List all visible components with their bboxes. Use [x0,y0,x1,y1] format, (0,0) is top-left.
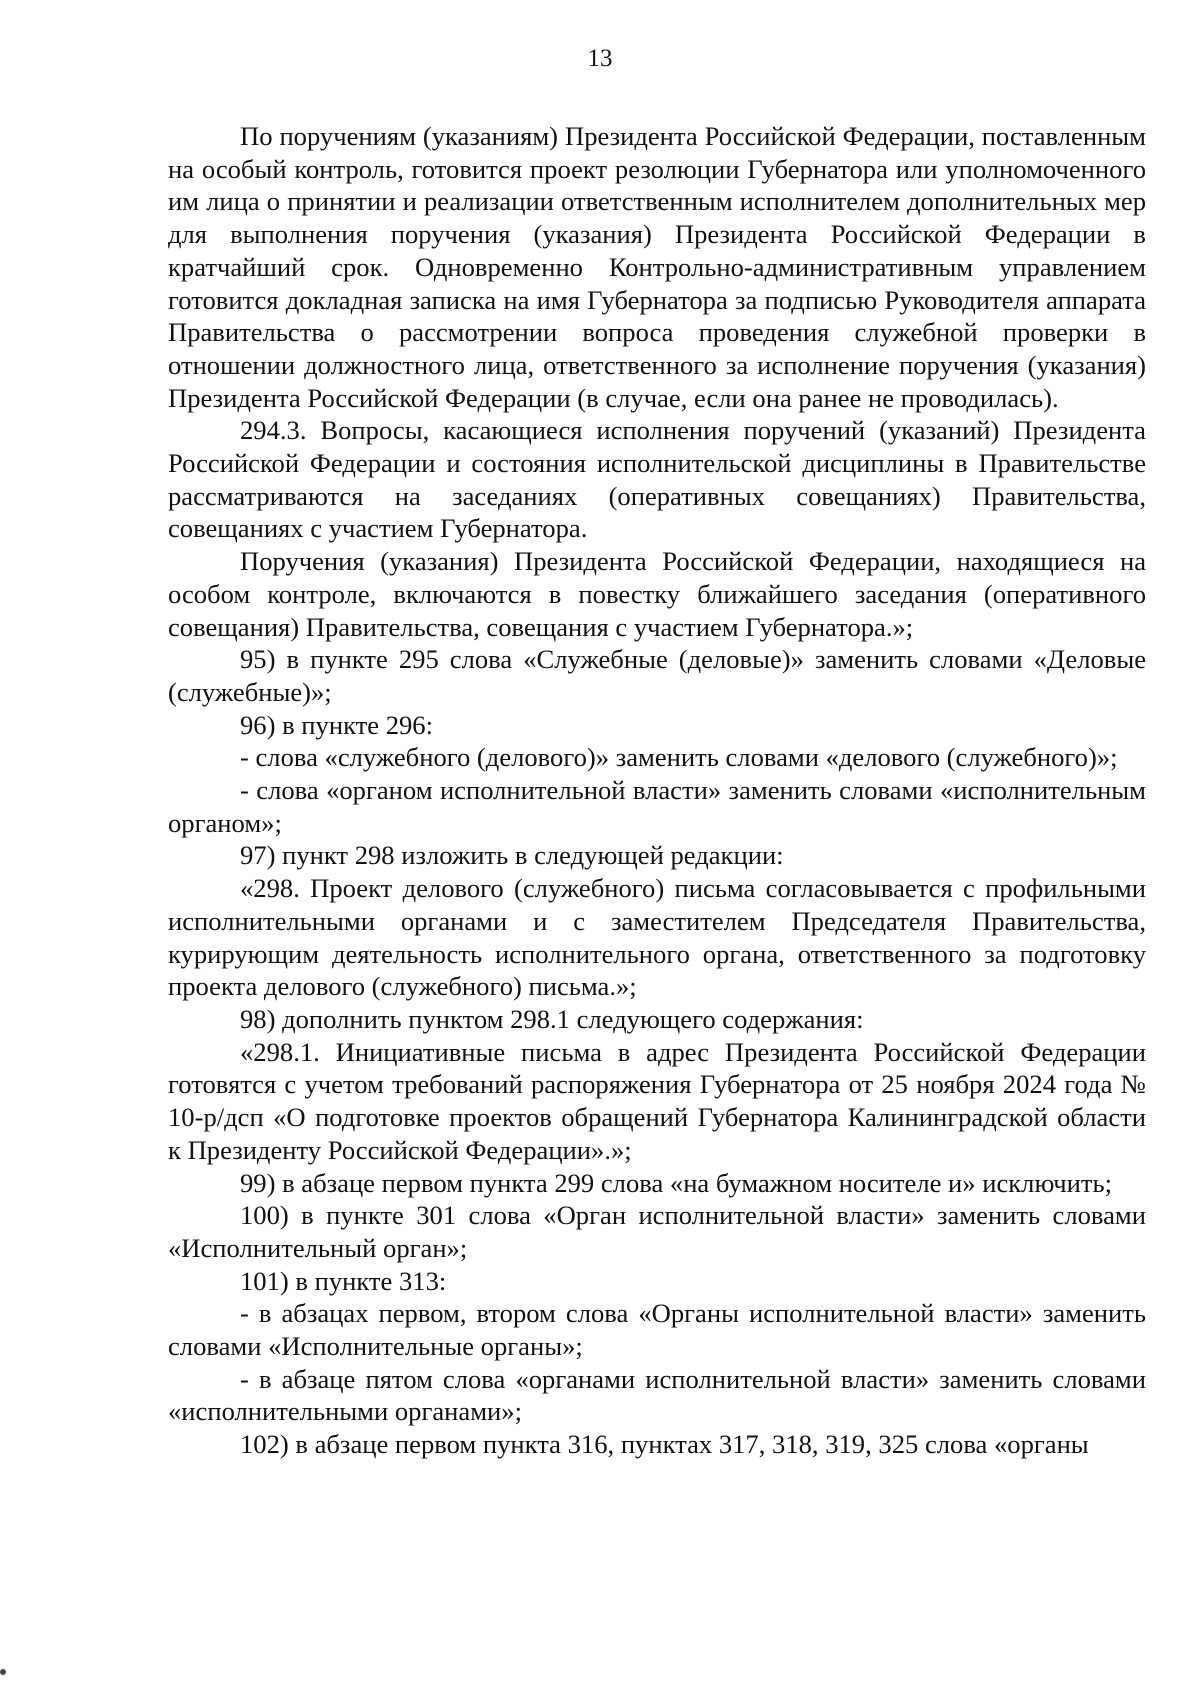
paragraph-item-95: 95) в пункте 295 слова «Служебные (деловые)» заменить словами «Деловые (служебные)»; [168,644,1146,707]
paragraph-item-97: 97) пункт 298 изложить в следующей редакции: [240,840,784,871]
paragraph-item-101-dash-1: - в абзацах первом, втором слова «Органы исполнительной власти» заменить словами «Исполнительные органы»; [168,1298,1146,1362]
document-body [168,120,1146,1461]
paragraph-item-99: 99) в абзаце первом пункта 299 слова «на бумажном носителе и» исключить; [240,1167,1113,1198]
paragraph-item-102: 102) в абзаце первом пункта 316, пунктах 317, 318, 319, 325 слова «органы [240,1429,1089,1460]
paragraph-special-control-agenda: Поручения (указания) Президента Российской Федерации, находящиеся на особом контроле, включаются в повестку ближайшего заседания (оперативного совещания) Правительства, совещания с участием Губернатора.»; [168,546,1146,642]
paragraph-item-96-dash-2: - слова «органом исполнительной власти» заменить словами «исполнительным органом»; [168,775,1146,838]
paragraph-item-101-dash-2: - в абзаце пятом слова «органами исполнительной власти» заменить словами «исполнительными органами»; [168,1363,1146,1427]
paragraph-298-text: «298. Проект делового (служебного) письма согласовывается с профильными исполнительными органами и с заместителем Председателя Правительства, курирующим деятельность исполнительного органа, ответственного за подготовку проекта делового (служебного) письма.»; [168,873,1146,1002]
paragraph-item-101: 101) в пункте 313: [240,1265,447,1296]
paragraph-item-98: 98) дополнить пунктом 298.1 следующего содержания: [240,1003,864,1034]
paragraph-item-96-dash-1: - слова «служебного (делового)» заменить словами «делового (служебного)»; [240,742,1118,773]
paragraph-item-100: 100) в пункте 301 слова «Орган исполнительной власти» заменить словами «Исполнительный орган»; [168,1200,1146,1263]
paragraph-special-control: По поручениям (указаниям) Президента Российской Федерации, поставленным на особый контроль, готовится проект резолюции Губернатора или уполномоченного им лица о принятии и реализации ответственным исполнителем дополнительных мер для выполнения поручения (указания) Президента Российской Федерации в кратчайший срок. Одновременно Контрольно-административным управлением готовится докладная записка на имя Губернатора за подписью Руководителя аппарата Правительства о рассмотрении вопроса проведения служебной проверки в отношении должностного лица, ответственного за исполнение поручения (указания) Президента Российской Федерации (в случае, если она ранее не проводилась). [168,121,1146,413]
page-number: 13 [587,45,613,72]
paragraph-298-1-text: «298.1. Инициативные письма в адрес Президента Российской Федерации готовятся с учетом требований распоряжения Губернатора от 25 ноября 2024 года № 10-р/дсп «О подготовке проектов обращений Губернатора Калининградской области к Президенту Российской Федерации».»; [168,1036,1146,1165]
paragraph-item-96: 96) в пункте 296: [240,709,433,740]
paragraph-294-3: 294.3. Вопросы, касающиеся исполнения поручений (указаний) Президента Российской Федерации и состояния исполнительской дисциплины в Правительстве рассматриваются на заседаниях (оперативных совещаниях) Правительства, совещаниях с участием Губернатора. [168,415,1146,544]
scan-mark [0,1669,6,1675]
